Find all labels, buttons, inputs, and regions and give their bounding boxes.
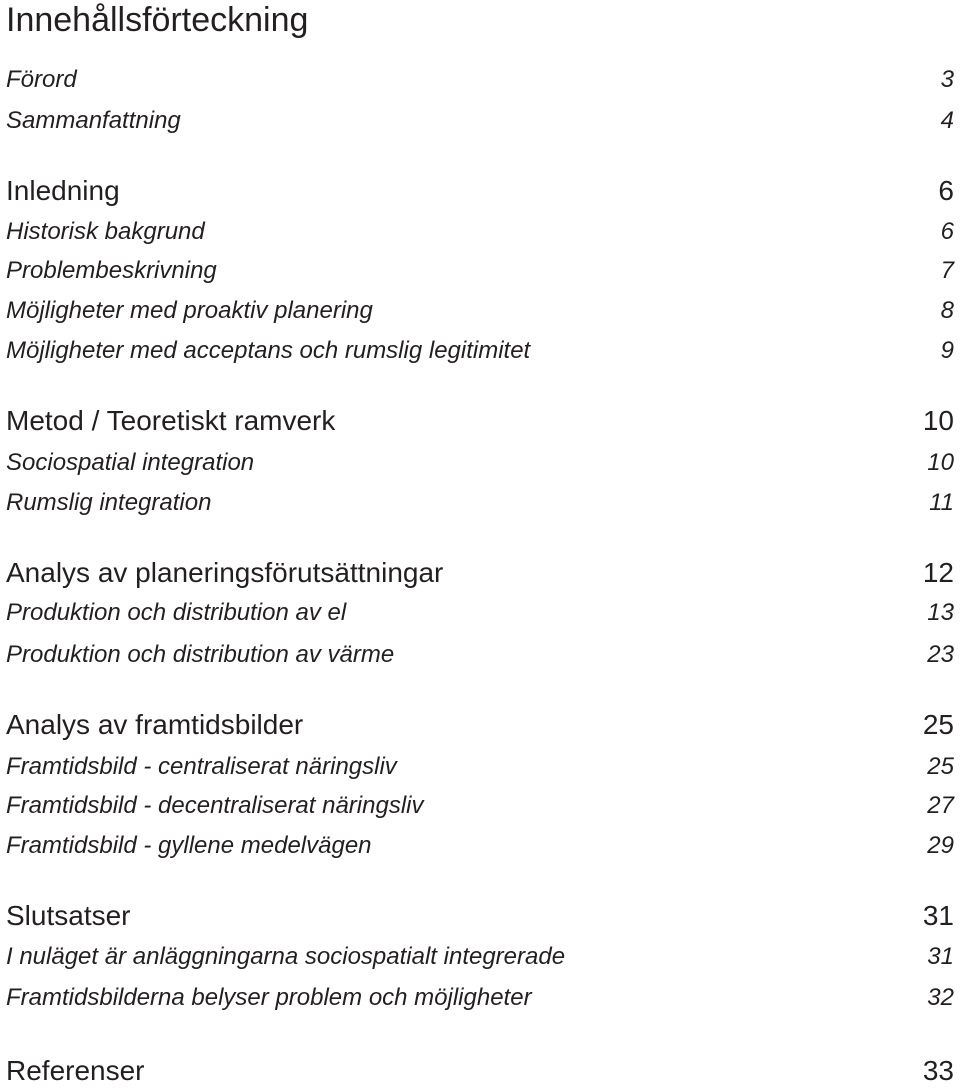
toc-entry-label: Analys av planeringsförutsättningar [6, 557, 444, 588]
toc-entry-label: Metod / Teoretiskt ramverk [6, 405, 336, 436]
toc-entry-label: Framtidsbild - centraliserat näringsliv [6, 753, 397, 780]
toc-entry-label: Slutsatser [6, 900, 131, 931]
toc-section-entry [6, 752, 954, 782]
toc-entry-label: Produktion och distribution av el [6, 599, 347, 626]
toc-entry-page-number: 6 [940, 218, 954, 245]
toc-section-entry [6, 65, 954, 95]
toc-entry-label: I nuläget är anläggningarna sociospatialt integrerade [6, 943, 566, 970]
toc-entry-page-number: 10 [927, 449, 954, 476]
toc-section-entry [6, 448, 954, 478]
toc-entry-page-number: 7 [940, 257, 954, 284]
toc-section-entry [6, 256, 954, 286]
toc-entry-page-number: 29 [927, 832, 954, 859]
toc-entry-page-number: 12 [922, 557, 954, 588]
toc-entry-page-number: 4 [940, 107, 954, 134]
toc-section-entry [6, 296, 954, 326]
toc-section-entry [6, 336, 954, 366]
toc-section-entry [6, 983, 954, 1013]
toc-chapter-entry [6, 404, 954, 438]
toc-chapter-entry [6, 899, 954, 933]
toc-entry-page-number: 25 [922, 709, 954, 740]
toc-entry-label: Framtidsbild - gyllene medelvägen [6, 832, 372, 859]
toc-title: Innehållsförteckning [6, 1, 309, 39]
toc-entry-page-number: 31 [922, 900, 954, 931]
toc-entry-label: Möjligheter med proaktiv planering [6, 297, 373, 324]
toc-entry-page-number: 13 [927, 599, 954, 626]
toc-section-entry [6, 488, 954, 518]
toc-entry-label: Sociospatial integration [6, 449, 255, 476]
toc-entry-label: Förord [6, 66, 77, 93]
toc-section-entry [6, 598, 954, 628]
toc-entry-label: Sammanfattning [6, 107, 181, 134]
toc-chapter-entry [6, 1054, 954, 1088]
toc-entry-label: Framtidsbilderna belyser problem och möjligheter [6, 984, 532, 1011]
toc-entry-page-number: 9 [940, 337, 954, 364]
toc-entry-page-number: 6 [938, 175, 954, 206]
toc-entry-page-number: 31 [927, 943, 954, 970]
toc-section-entry [6, 106, 954, 136]
toc-entry-label: Historisk bakgrund [6, 218, 205, 245]
toc-chapter-entry [6, 708, 954, 742]
toc-entry-label: Produktion och distribution av värme [6, 641, 395, 668]
toc-entry-label: Analys av framtidsbilder [6, 709, 304, 740]
toc-chapter-entry [6, 556, 954, 590]
toc-entry-label: Rumslig integration [6, 489, 212, 516]
toc-entry-label: Möjligheter med acceptans och rumslig legitimitet [6, 337, 531, 364]
toc-entry-page-number: 3 [940, 66, 954, 93]
toc-chapter-entry [6, 174, 954, 208]
toc-entry-page-number: 23 [927, 641, 954, 668]
toc-entry-label: Problembeskrivning [6, 257, 217, 284]
toc-entry-label: Referenser [6, 1055, 145, 1086]
toc-entry-label: Framtidsbild - decentraliserat näringsliv [6, 792, 424, 819]
toc-entry-page-number: 32 [927, 984, 954, 1011]
toc-section-entry [6, 791, 954, 821]
toc-section-entry [6, 831, 954, 861]
toc-section-entry [6, 217, 954, 247]
toc-entry-page-number: 8 [940, 297, 954, 324]
toc-entry-page-number: 27 [927, 792, 954, 819]
toc-entry-page-number: 11 [929, 489, 954, 516]
toc-entry-page-number: 10 [922, 405, 954, 436]
toc-entry-page-number: 33 [922, 1055, 954, 1086]
toc-section-entry [6, 640, 954, 670]
toc-entry-page-number: 25 [927, 753, 954, 780]
toc-entry-label: Inledning [6, 175, 120, 206]
toc-section-entry [6, 942, 954, 972]
